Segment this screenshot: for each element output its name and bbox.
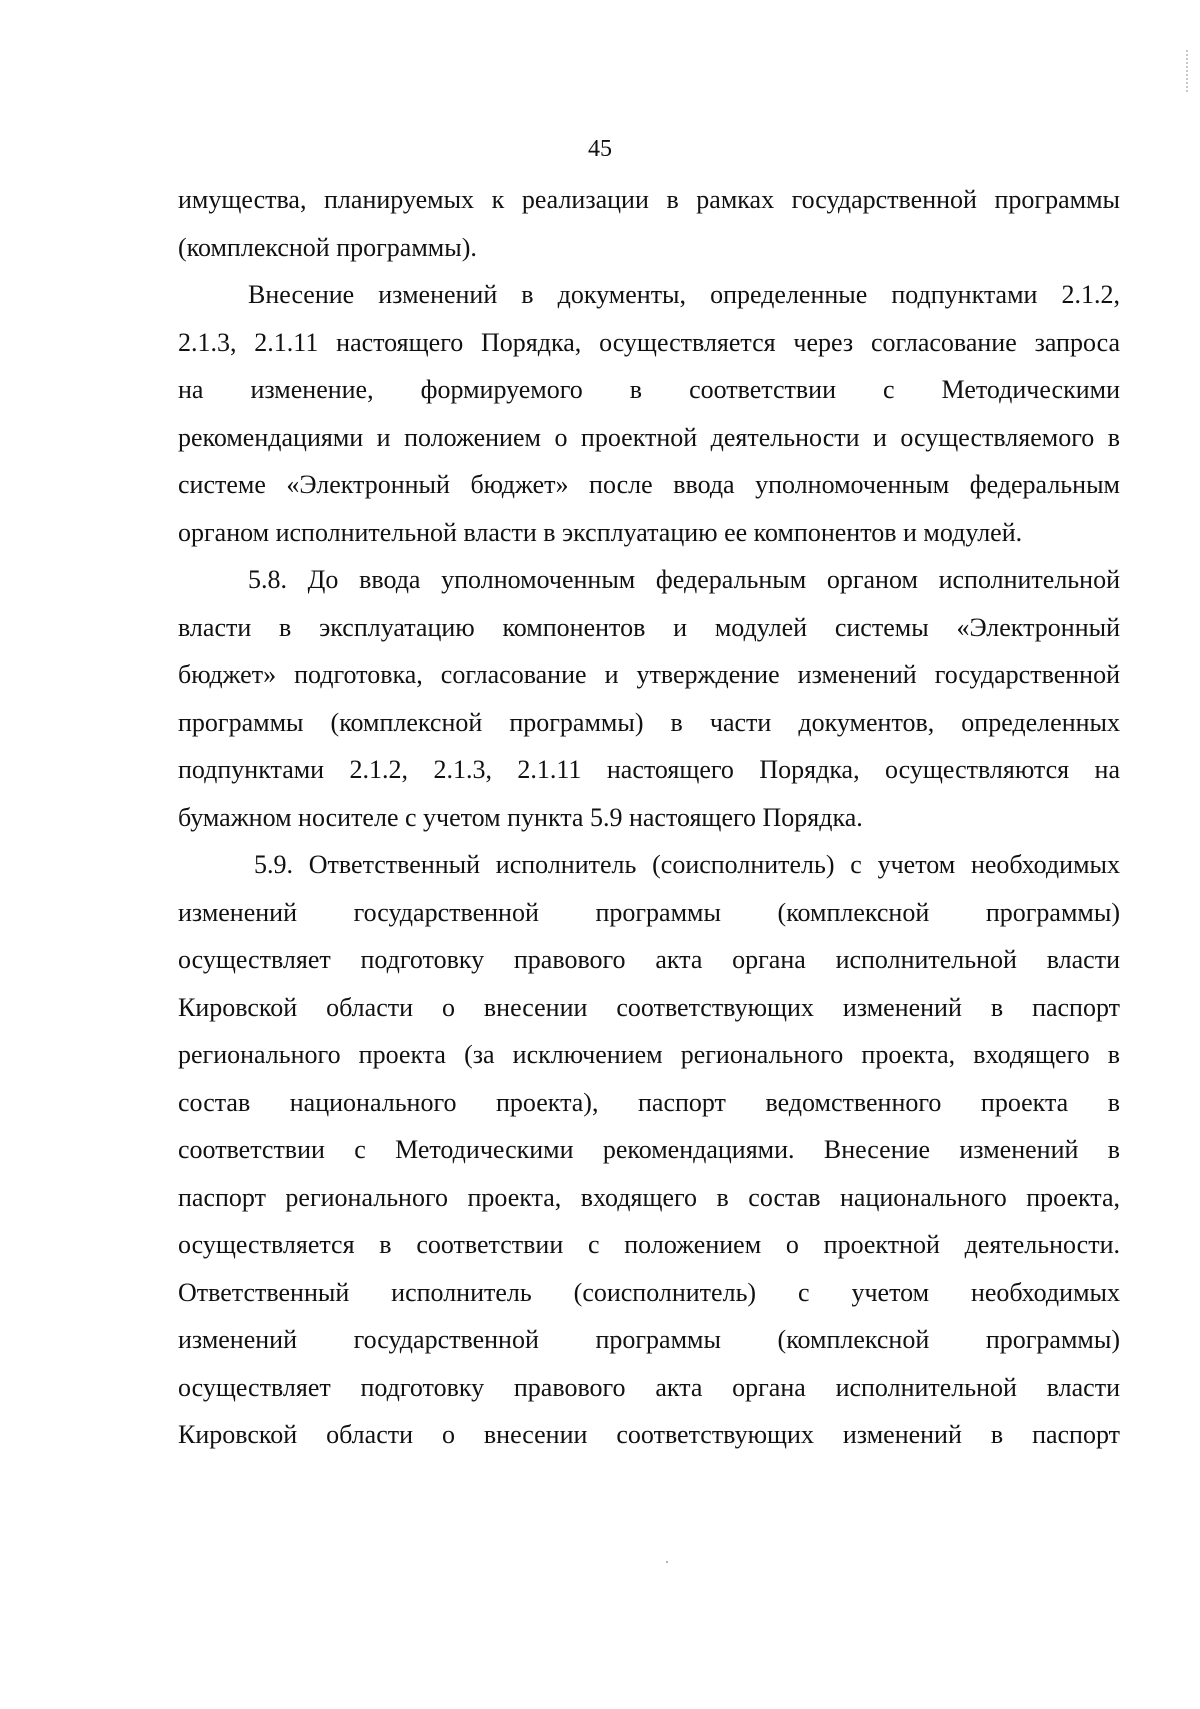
text-line: бюджет» подготовка, согласование и утверждение изменений государственной — [178, 660, 1120, 689]
scan-speck — [666, 1561, 668, 1563]
text-line: Ответственный исполнитель (соисполнитель) с учетом необходимых — [178, 1277, 1120, 1307]
text-line: имущества, планируемых к реализации в рамках государственной программы — [178, 185, 1120, 214]
text-line: рекомендациями и положением о проектной деятельности и осуществляемого в — [178, 422, 1120, 452]
text-line: осуществляет подготовку правового акта органа исполнительной власти — [178, 1372, 1120, 1402]
text-line: соответствии с Методическими рекомендациями. Внесение изменений в — [178, 1135, 1120, 1164]
text-line: программы (комплексной программы) в части документов, определенных — [178, 707, 1120, 737]
text-line: системе «Электронный бюджет» после ввода уполномоченным федеральным — [178, 470, 1120, 499]
text-line: состав национального проекта), паспорт ведомственного проекта в — [178, 1087, 1120, 1117]
page-number: 45 — [588, 136, 612, 162]
document-body — [178, 176, 1120, 1459]
text-line: паспорт регионального проекта, входящего в состав национального проекта, — [178, 1182, 1120, 1212]
text-line: на изменение, формируемого в соответствии с Методическими — [178, 375, 1120, 404]
text-line: изменений государственной программы (комплексной программы) — [178, 897, 1120, 927]
paragraph-first-line: 5.9. Ответственный исполнитель (соисполнитель) с учетом необходимых — [254, 850, 1120, 879]
text-line: изменений государственной программы (комплексной программы) — [178, 1325, 1120, 1354]
paragraph-first-line: Внесение изменений в документы, определенные подпунктами 2.1.2, — [248, 280, 1120, 309]
text-line: (комплексной программы). — [178, 232, 477, 262]
text-line: бумажном носителе с учетом пункта 5.9 настоящего Порядка. — [178, 802, 863, 832]
text-line: регионального проекта (за исключением регионального проекта, входящего в — [178, 1040, 1120, 1069]
text-line: осуществляет подготовку правового акта органа исполнительной власти — [178, 945, 1120, 974]
paragraph-first-line: 5.8. До ввода уполномоченным федеральным органом исполнительной — [248, 565, 1120, 594]
text-line: Кировской области о внесении соответствующих изменений в паспорт — [178, 992, 1120, 1022]
text-line: осуществляется в соответствии с положением о проектной деятельности. — [178, 1230, 1120, 1259]
text-line: 2.1.3, 2.1.11 настоящего Порядка, осуществляется через согласование запроса — [178, 327, 1120, 357]
text-line: органом исполнительной власти в эксплуатацию ее компонентов и модулей. — [178, 517, 1023, 547]
scan-edge-mark — [1186, 50, 1190, 92]
text-line: подпунктами 2.1.2, 2.1.3, 2.1.11 настоящего Порядка, осуществляются на — [178, 755, 1120, 784]
text-line: власти в эксплуатацию компонентов и модулей системы «Электронный — [178, 612, 1120, 642]
text-line: Кировской области о внесении соответствующих изменений в паспорт — [178, 1420, 1120, 1449]
